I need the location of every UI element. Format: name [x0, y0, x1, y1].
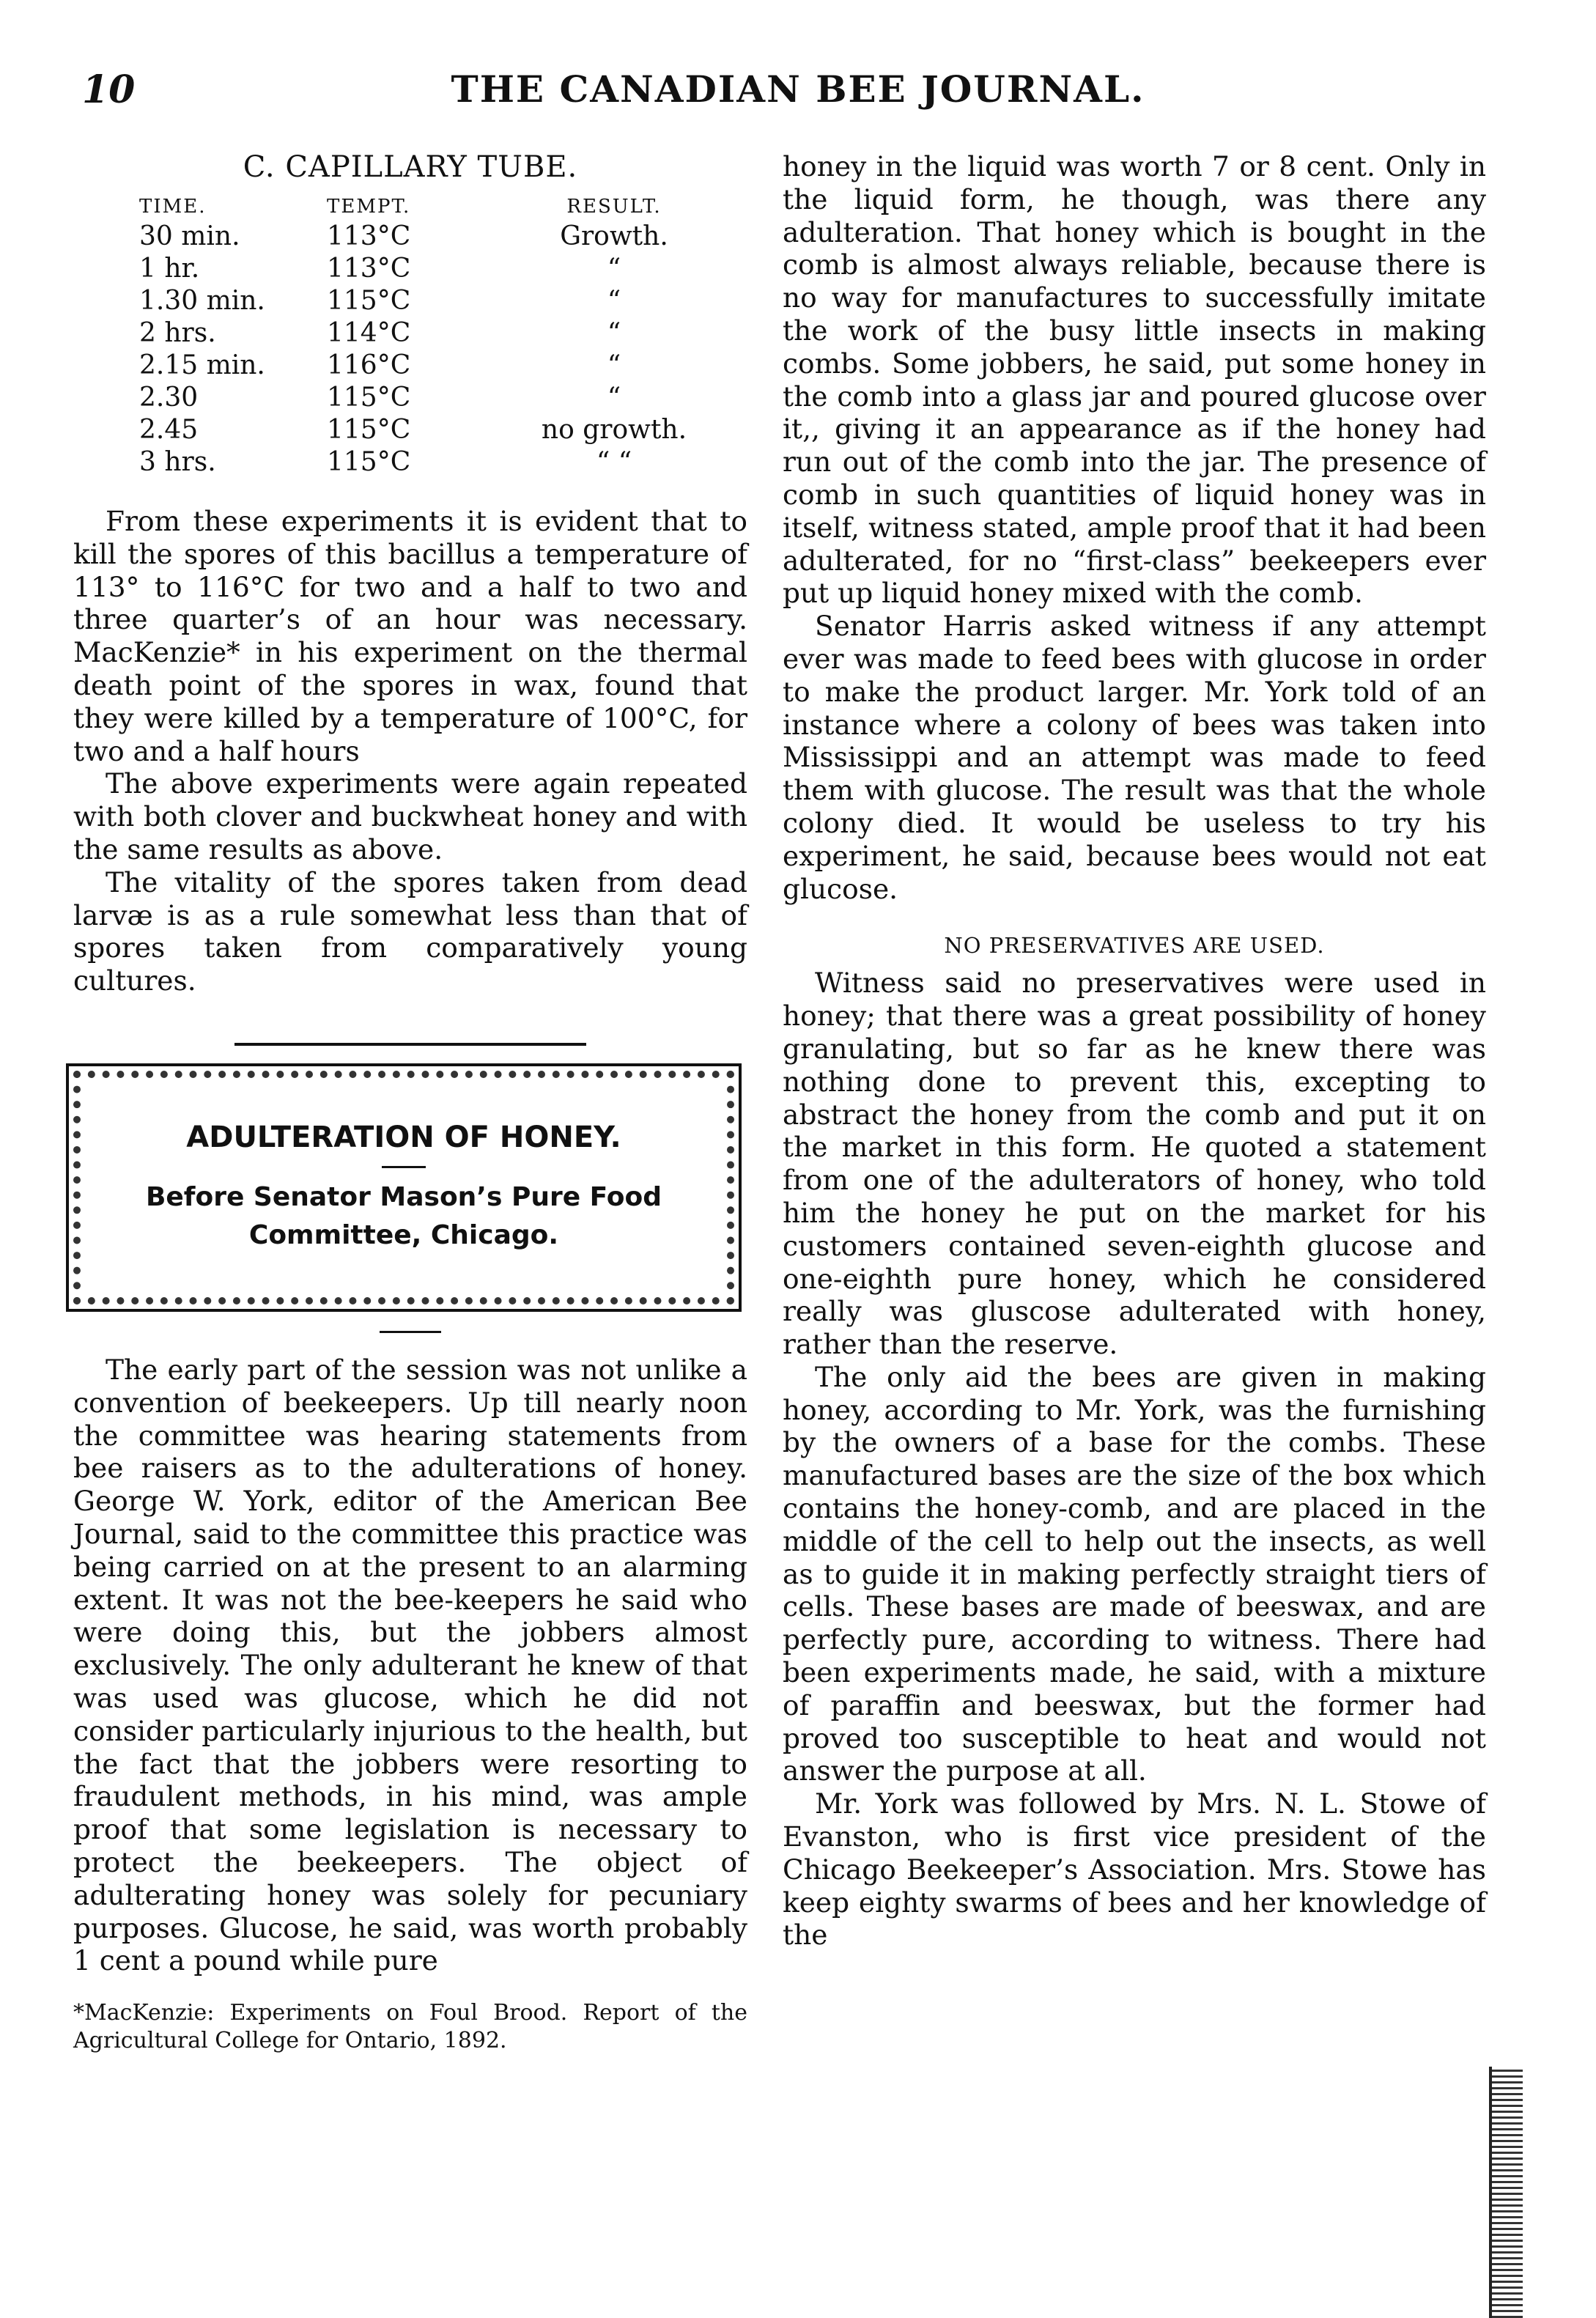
running-header — [0, 67, 1596, 119]
paragraph-senator-harris: Senator Harris asked witness if any attempt ever was made to feed bees with glucose in order to make the product larger. Mr. York told of an instance where a colony of bees was taken into Mississippi and an attempt was made to feed them with glucose. The result was that the whole colony died. It would be useless to try his experiment, he said, because bees would not eat glucose. — [783, 610, 1486, 905]
cell-result: Growth. — [560, 221, 668, 251]
column-header-tempt: TEMPT. — [327, 196, 411, 218]
paragraph-preservatives: Witness said no preservatives were used in honey; that there was a great possibility of honey granulating, but so far as he knew there was nothing done to prevent this, excepting to abstract the honey from the comb and put it on the market in this form. He quoted a statement from one of the adulterators of honey, who told him the honey he put on the market for his customers contained seven-eighth glucose and one-eighth pure honey, which he considered really was gluscose adulterated with honey, rather than the reserve. — [783, 967, 1486, 1361]
paragraph-repeated: The above experiments were again repeated with both clover and buckwheat honey and with the same results as above. — [73, 767, 747, 865]
scan-edge-strip — [1489, 2067, 1523, 2318]
article-heading: ADULTERATION OF HONEY. — [186, 1120, 621, 1154]
table-row — [139, 253, 725, 285]
cell-tempt: 113°C — [327, 221, 411, 251]
paragraph-vitality: The vitality of the spores taken from dead larvæ is as a rule somewhat less than that of spores taken from comparatively young cultures. — [73, 865, 747, 997]
column-header-time: TIME. — [139, 196, 207, 218]
cell-tempt: 115°C — [327, 415, 411, 445]
cell-time: 1 hr. — [139, 254, 200, 284]
left-column — [73, 150, 747, 2055]
footnote: *MacKenzie: Experiments on Foul Brood. Report of the Agricultural College for Ontario, 1892. — [73, 2000, 747, 2054]
cell-tempt: 113°C — [327, 254, 411, 284]
paragraph-continued: honey in the liquid was worth 7 or 8 cent. Only in the liquid form, he though, was there any adulteration. That honey which is bought in the comb is almost always reliable, because there is no way for manufactures to successfully imitate the work of the busy little insects in making combs. Some jobbers, he said, put some honey in the comb into a glass jar and poured glucose over it,, giving it an appearance as if the honey had run out of the comb into the jar. The presence of comb in such quantities of liquid honey was in itself, witness stated, ample proof that it had been adulterated, for no “first-class” beekeepers ever put up liquid honey mixed with the comb. — [783, 150, 1486, 610]
article-title-box — [73, 1071, 734, 1304]
cell-tempt: 115°C — [327, 286, 411, 316]
paragraph-mrs-stowe: Mr. York was followed by Mrs. N. L. Stowe of Evanston, who is first vice president of the Chicago Beekeeper’s Association. Mrs. Stowe has keep eighty swarms of bees and her knowledge of the — [783, 1787, 1486, 1952]
section-divider — [234, 1043, 586, 1046]
table-body — [139, 221, 725, 479]
cell-time: 2.45 — [139, 415, 199, 445]
column-header-result: RESULT. — [566, 196, 662, 218]
cell-tempt: 116°C — [327, 350, 411, 380]
capillary-tube-table — [139, 196, 725, 479]
article-subheading-line1: Before Senator Mason’s Pure Food — [145, 1181, 662, 1212]
cell-time: 2.30 — [139, 383, 199, 413]
table-row — [139, 382, 725, 414]
short-divider — [380, 1331, 441, 1333]
journal-title: THE CANADIAN BEE JOURNAL. — [451, 67, 1145, 111]
table-row — [139, 414, 725, 446]
table-row — [139, 317, 725, 350]
article-subheading-line2: Committee, Chicago. — [248, 1219, 559, 1250]
article-paragraph: The early part of the session was not unlike a convention of beekeepers. Up till nearly noon the committee was hearing statements from bee raisers as to the adulterations of honey. George W. York, editor of the American Bee Journal, said to the committee this practice was being carried on at the present to an alarming extent. It was not the bee-keepers he said who were doing this, but the jobbers almost exclusively. The only adulterant he knew of that was used was glucose, which he did not consider particularly injurious to the health, but the fact that the jobbers were resorting to fraudulent methods, in his mind, was ample proof that some legislation is necessary to protect the beekeepers. The object of adulterating honey was solely for pecuniary purposes. Glucose, he said, was worth probably 1 cent a pound while pure — [73, 1353, 747, 1977]
table-row — [139, 350, 725, 382]
table-row — [139, 446, 725, 479]
heading-rule — [382, 1166, 426, 1168]
cell-result: “ “ — [596, 447, 632, 477]
cell-result: “ — [607, 350, 621, 380]
cell-time: 2.15 min. — [139, 350, 265, 380]
paragraph-combs-base: The only aid the bees are given in making honey, according to Mr. York, was the furnishing by the owners of a base for the combs. These manufactured bases are the size of the box which contains the honey-comb, and are placed in the middle of the cell to help out the insects, as well as to guide it in making perfectly straight tiers of cells. These bases are made of beeswax, and are perfectly pure, according to witness. There had been experiments made, he said, with a mixture of paraffin and beeswax, but the former had proved too susceptible to heat and would not answer the purpose at all. — [783, 1360, 1486, 1787]
cell-time: 1.30 min. — [139, 286, 265, 316]
cell-tempt: 115°C — [327, 383, 411, 413]
table-title: C. CAPILLARY TUBE. — [243, 150, 578, 184]
cell-result: no growth. — [541, 415, 687, 445]
table-header-row — [139, 196, 725, 221]
cell-tempt: 115°C — [327, 447, 411, 477]
cell-time: 2 hrs. — [139, 318, 216, 348]
cell-tempt: 114°C — [327, 318, 411, 348]
table-row — [139, 221, 725, 253]
paragraph-experiments: From these experiments it is evident that to kill the spores of this bacillus a temperature of 113° to 116°C for two and a half to two and three quarter’s of an hour was necessary. MacKenzie* in his experiment on the thermal death point of the spores in wax, found that they were killed by a temperature of 100°C, for two and a half hours — [73, 505, 747, 767]
subheading-preservatives: NO PRESERVATIVES ARE USED. — [944, 933, 1325, 959]
cell-time: 3 hrs. — [139, 447, 216, 477]
right-column — [783, 150, 1486, 1952]
cell-result: “ — [607, 286, 621, 316]
cell-result: “ — [607, 383, 621, 413]
cell-result: “ — [607, 318, 621, 348]
page-number: 10 — [82, 67, 136, 112]
table-row — [139, 285, 725, 317]
cell-result: “ — [607, 254, 621, 284]
cell-time: 30 min. — [139, 221, 240, 251]
